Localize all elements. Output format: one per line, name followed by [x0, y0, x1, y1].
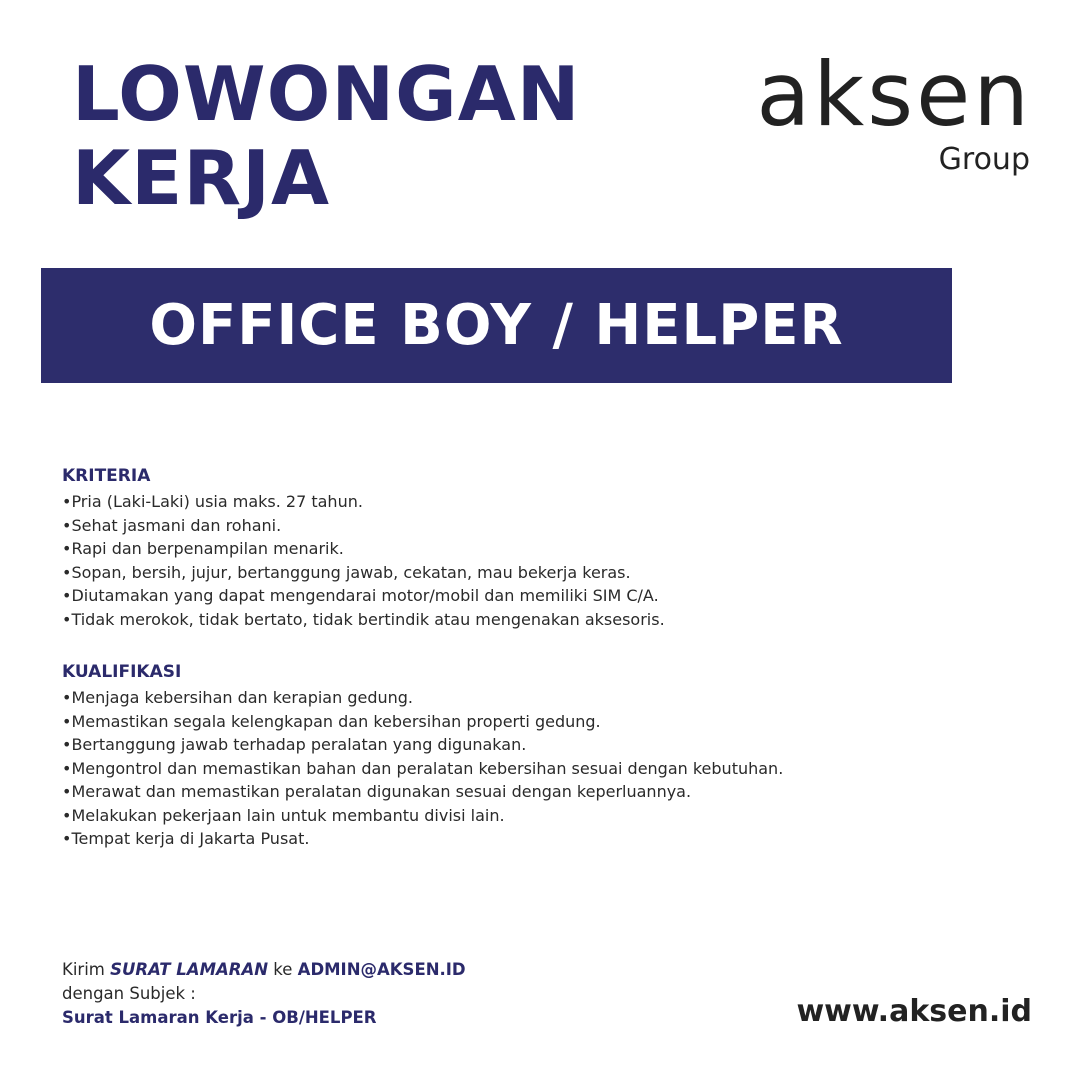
- position-banner: [41, 268, 952, 383]
- list-item: •Mengontrol dan memastikan bahan dan peralatan kebersihan sesuai dengan kebutuhan.: [62, 758, 784, 778]
- subject-text: Surat Lamaran Kerja - OB/HELPER: [62, 1008, 377, 1027]
- send-line: [62, 958, 466, 982]
- kriteria-section: [62, 466, 665, 631]
- kualifikasi-list: [62, 686, 783, 851]
- page-title: [72, 52, 581, 220]
- send-prefix: Kirim: [62, 960, 105, 979]
- list-item: •Sehat jasmani dan rohani.: [62, 515, 282, 535]
- logo-subtitle: Group: [938, 142, 1030, 177]
- list-item: •Tempat kerja di Jakarta Pusat.: [62, 829, 310, 848]
- list-item: •Pria (Laki-Laki) usia maks. 27 tahun.: [62, 492, 363, 511]
- send-item: SURAT LAMARAN: [110, 960, 269, 979]
- list-item: •Sopan, bersih, jujur, bertanggung jawab, cekatan, mau bekerja keras.: [62, 562, 631, 582]
- list-item: •Rapi dan berpenampilan menarik.: [62, 539, 344, 558]
- title-line-2: KERJA: [72, 134, 331, 222]
- list-item: •Memastikan segala kelengkapan dan kebersihan properti gedung.: [62, 711, 601, 731]
- application-instructions: [62, 958, 466, 1030]
- subject-label: dengan Subjek :: [62, 984, 196, 1003]
- kualifikasi-section: [62, 662, 783, 851]
- logo-wordmark: aksen: [756, 43, 1032, 146]
- list-item: •Menjaga kebersihan dan kerapian gedung.: [62, 688, 414, 707]
- email-link[interactable]: ADMIN@AKSEN.ID: [297, 960, 466, 979]
- send-to: ke: [273, 960, 293, 979]
- website-link[interactable]: www.aksen.id: [796, 994, 1032, 1029]
- list-item: •Bertanggung jawab terhadap peralatan yang digunakan.: [62, 735, 527, 754]
- list-item: •Merawat dan memastikan peralatan digunakan sesuai dengan keperluannya.: [62, 782, 692, 801]
- list-item: •Tidak merokok, tidak bertato, tidak bertindik atau mengenakan aksesoris.: [62, 609, 665, 629]
- title-line-1: LOWONGAN: [72, 50, 581, 138]
- position-title: OFFICE BOY / HELPER: [149, 293, 844, 358]
- list-item: •Melakukan pekerjaan lain untuk membantu divisi lain.: [62, 805, 505, 825]
- kualifikasi-heading: KUALIFIKASI: [62, 662, 182, 682]
- kriteria-heading: KRITERIA: [62, 466, 151, 486]
- list-item: •Diutamakan yang dapat mengendarai motor/mobil dan memiliki SIM C/A.: [62, 586, 659, 605]
- aksen-group-logo: [732, 43, 1032, 190]
- kriteria-list: [62, 490, 665, 631]
